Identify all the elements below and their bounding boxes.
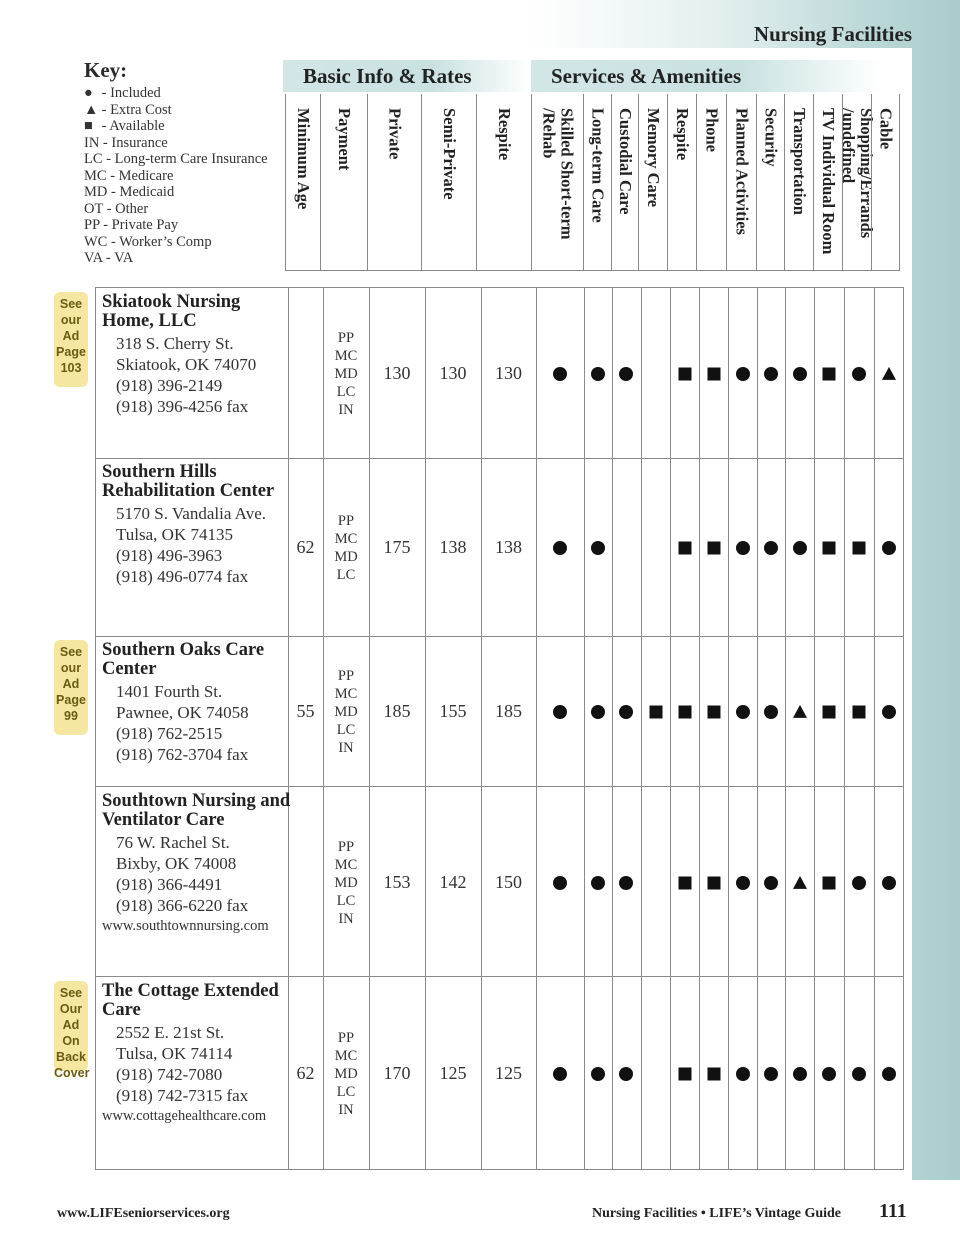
- payment-types: [323, 1029, 369, 1119]
- column-header: [784, 94, 813, 270]
- payment-type: MD: [334, 875, 358, 891]
- column-divider: [425, 288, 426, 1169]
- available-square-icon: [679, 368, 692, 381]
- key-item: [84, 135, 284, 152]
- column-header-label: Long-term Care: [588, 108, 608, 223]
- key-item-label: MD - Medicaid: [84, 184, 175, 200]
- available-square-icon: [823, 368, 836, 381]
- payment-type: LC: [336, 893, 356, 909]
- included-dot-icon: [619, 876, 633, 890]
- column-header-label: Respite: [673, 108, 692, 161]
- included-dot-icon: [882, 705, 896, 719]
- payment-type: MC: [334, 531, 358, 547]
- services-banner: Services & Amenities: [531, 60, 881, 92]
- column-header: [871, 94, 900, 270]
- column-header-label: Custodial Care: [616, 108, 635, 215]
- included-dot-icon: [764, 541, 778, 555]
- column-header-label: Private: [385, 108, 405, 160]
- footer-url[interactable]: www.LIFEseniorservices.org: [57, 1206, 230, 1221]
- facility-phone: (918) 396-2149: [116, 376, 223, 395]
- column-divider: [728, 288, 729, 1169]
- payment-type: MD: [334, 549, 358, 565]
- column-header-label: Transportation: [790, 108, 809, 215]
- column-header-label: Shopping/Errands /undefined: [839, 108, 876, 239]
- key-item-label: IN - Insurance: [84, 134, 168, 151]
- rate-respite: 138: [495, 537, 522, 557]
- minimum-age: 62: [296, 537, 315, 557]
- column-divider: [699, 288, 700, 1169]
- payment-type: MD: [334, 704, 358, 720]
- included-dot-icon: [591, 876, 605, 890]
- key-item: [84, 85, 284, 102]
- payment-type: IN: [338, 402, 354, 418]
- available-square-icon: [679, 877, 692, 890]
- included-dot-icon: [736, 876, 750, 890]
- included-dot-icon: ●: [84, 85, 93, 101]
- key-item: [84, 118, 284, 135]
- facility-address-line: 318 S. Cherry St.: [116, 334, 234, 353]
- facility-phone: (918) 742-7315 fax: [116, 1086, 249, 1105]
- payment-type: PP: [337, 668, 355, 684]
- rate-respite: 185: [495, 701, 522, 721]
- payment-type: LC: [336, 567, 356, 583]
- row-divider: [96, 636, 903, 637]
- key-items: [84, 85, 284, 267]
- column-header: [583, 94, 611, 270]
- row-divider: [96, 976, 903, 977]
- rate-semi-private: 125: [439, 1063, 467, 1083]
- rate-semi-private: 155: [439, 701, 467, 721]
- key-title: Key:: [84, 58, 128, 82]
- available-square-icon: [823, 542, 836, 555]
- facility-address-line: 5170 S. Vandalia Ave.: [116, 504, 266, 523]
- payment-types: [323, 512, 369, 584]
- included-dot-icon: [553, 541, 567, 555]
- included-dot-icon: [619, 705, 633, 719]
- see-ad-tag[interactable]: See our Ad Page 103: [54, 292, 88, 387]
- key-item: [84, 234, 284, 251]
- included-dot-icon: [793, 1067, 807, 1081]
- column-header-label: Security: [761, 108, 781, 167]
- rate-semi-private: 130: [439, 363, 467, 383]
- payment-type: MD: [334, 1066, 358, 1082]
- payment-type: MC: [334, 348, 358, 364]
- payment-type: LC: [336, 1084, 356, 1100]
- available-square-icon: [708, 1068, 721, 1081]
- rate-semi-private: 142: [439, 872, 467, 892]
- available-square-icon: [823, 706, 836, 719]
- facility-name: Southern Oaks Care Center: [102, 640, 265, 679]
- column-header: [421, 94, 476, 270]
- included-dot-icon: [553, 876, 567, 890]
- payment-type: MC: [334, 1048, 358, 1064]
- column-header-label: Payment: [335, 108, 354, 171]
- column-divider: [641, 288, 642, 1169]
- key-item-label: PP - Private Pay: [84, 217, 179, 233]
- facility-phone: (918) 396-4256 fax: [116, 397, 249, 416]
- facility-phone: (918) 366-4491: [116, 875, 223, 894]
- included-dot-icon: [822, 1067, 836, 1081]
- payment-type: IN: [338, 911, 354, 927]
- included-dot-icon: [793, 367, 807, 381]
- column-header-label: Minimum Age: [294, 108, 313, 210]
- column-divider: [757, 288, 758, 1169]
- included-dot-icon: [591, 541, 605, 555]
- facility-address-line: 1401 Fourth St.: [116, 682, 223, 701]
- included-dot-icon: [882, 1067, 896, 1081]
- column-divider: [670, 288, 671, 1169]
- payment-type: MD: [334, 366, 358, 382]
- available-square-icon: ■: [84, 118, 93, 134]
- column-header: [611, 94, 638, 270]
- facility-phone: (918) 742-7080: [116, 1065, 223, 1084]
- payment-type: MC: [334, 686, 358, 702]
- column-header: [320, 94, 367, 270]
- included-dot-icon: [553, 705, 567, 719]
- rate-respite: 125: [495, 1063, 522, 1083]
- key-item: [84, 184, 284, 201]
- included-dot-icon: [882, 876, 896, 890]
- included-dot-icon: [764, 705, 778, 719]
- column-divider: [785, 288, 786, 1169]
- key-item-label: VA - VA: [84, 250, 134, 266]
- column-header: [726, 94, 756, 270]
- extra-cost-triangle-icon: [793, 705, 807, 718]
- facility-address-line: Tulsa, OK 74114: [116, 1044, 233, 1063]
- included-dot-icon: [852, 367, 866, 381]
- rate-private: 130: [383, 363, 411, 383]
- facility-name: The Cottage Extended Care: [102, 981, 279, 1020]
- facility-address-line: Bixby, OK 74008: [116, 854, 237, 873]
- available-square-icon: [853, 542, 866, 555]
- included-dot-icon: [736, 1067, 750, 1081]
- see-ad-tag[interactable]: See our Ad Page 99: [54, 640, 88, 735]
- rate-private: 170: [383, 1063, 411, 1083]
- key-item-label: WC - Worker’s Comp: [84, 233, 212, 250]
- column-divider: [536, 288, 537, 1169]
- key-item: [84, 102, 284, 119]
- column-divider: [874, 288, 875, 1169]
- payment-type: LC: [336, 384, 356, 400]
- included-dot-icon: [764, 1067, 778, 1081]
- column-header: [813, 94, 842, 270]
- included-dot-icon: [736, 541, 750, 555]
- key-item: [84, 168, 284, 185]
- column-header: [667, 94, 696, 270]
- column-divider: [814, 288, 815, 1169]
- key-item: [84, 250, 284, 267]
- key-item: [84, 151, 284, 168]
- page-title: Nursing Facilities: [753, 22, 912, 46]
- facility-phone: (918) 762-2515: [116, 724, 223, 743]
- payment-type: PP: [337, 513, 355, 529]
- included-dot-icon: [591, 705, 605, 719]
- payment-types: [323, 838, 369, 928]
- included-dot-icon: [619, 1067, 633, 1081]
- available-square-icon: [708, 877, 721, 890]
- footer-guide-title: Nursing Facilities • LIFE’s Vintage Guide: [592, 1206, 842, 1221]
- facility-name: Southtown Nursing and Ventilator Care: [102, 791, 291, 830]
- included-dot-icon: [591, 367, 605, 381]
- header-divider: [285, 270, 900, 271]
- column-divider: [288, 288, 289, 1169]
- row-divider: [96, 458, 903, 459]
- payment-type: IN: [338, 740, 354, 756]
- column-header: [839, 94, 876, 270]
- minimum-age: 62: [296, 1063, 315, 1083]
- payment-type: IN: [338, 1102, 354, 1118]
- payment-type: PP: [337, 330, 355, 346]
- facility-address-line: Skiatook, OK 74070: [116, 355, 257, 374]
- rate-respite: 150: [495, 872, 522, 892]
- key-item: [84, 217, 284, 234]
- minimum-age: 55: [296, 701, 315, 721]
- key-item-label: LC - Long-term Care Insurance: [84, 151, 268, 167]
- available-square-icon: [679, 542, 692, 555]
- facility-address-line: Pawnee, OK 74058: [116, 703, 249, 722]
- payment-type: MC: [334, 857, 358, 873]
- facility-website[interactable]: www.cottagehealthcare.com: [102, 1108, 267, 1124]
- column-header-label: Planned Activities: [732, 108, 752, 235]
- available-square-icon: [708, 542, 721, 555]
- column-header-label: Cable: [876, 108, 896, 150]
- available-square-icon: [823, 877, 836, 890]
- see-ad-tag[interactable]: See Our Ad On Back Cover: [54, 981, 88, 1071]
- facility-address-line: 76 W. Rachel St.: [116, 833, 230, 852]
- page-number: 111: [879, 1200, 907, 1222]
- available-square-icon: [853, 706, 866, 719]
- rate-respite: 130: [495, 363, 522, 383]
- key-item-label: - Extra Cost: [98, 101, 172, 118]
- facility-phone: (918) 496-0774 fax: [116, 567, 249, 586]
- rate-private: 175: [383, 537, 411, 557]
- column-header-label: TV Individual Room: [819, 108, 838, 255]
- extra-cost-triangle-icon: ▲: [84, 101, 99, 118]
- facility-address-line: 2552 E. 21st St.: [116, 1023, 225, 1042]
- column-header-label: Memory Care: [644, 108, 663, 208]
- facility-phone: (918) 496-3963: [116, 546, 223, 565]
- included-dot-icon: [764, 876, 778, 890]
- included-dot-icon: [852, 1067, 866, 1081]
- included-dot-icon: [591, 1067, 605, 1081]
- column-divider: [612, 288, 613, 1169]
- rate-private: 185: [383, 701, 411, 721]
- column-header: [756, 94, 784, 270]
- facility-phone: (918) 366-6220 fax: [116, 896, 249, 915]
- column-header: [476, 94, 531, 270]
- included-dot-icon: [619, 367, 633, 381]
- available-square-icon: [708, 368, 721, 381]
- column-header-label: Respite: [495, 108, 514, 161]
- key-item-label: MC - Medicare: [84, 167, 174, 184]
- column-header-label: Skilled Short-term /Rehab: [539, 108, 577, 240]
- available-square-icon: [679, 706, 692, 719]
- payment-type: PP: [337, 839, 355, 855]
- column-header-label: Semi-Private: [440, 108, 459, 200]
- included-dot-icon: [736, 367, 750, 381]
- payment-type: LC: [336, 722, 356, 738]
- included-dot-icon: [764, 367, 778, 381]
- key-item: [84, 201, 284, 218]
- column-header: [367, 94, 421, 270]
- column-divider: [844, 288, 845, 1169]
- included-dot-icon: [882, 541, 896, 555]
- extra-cost-triangle-icon: [793, 876, 807, 889]
- facility-address-line: Tulsa, OK 74135: [116, 525, 233, 544]
- included-dot-icon: [736, 705, 750, 719]
- column-divider: [369, 288, 370, 1169]
- included-dot-icon: [553, 1067, 567, 1081]
- column-header: [638, 94, 667, 270]
- column-divider: [481, 288, 482, 1169]
- facility-name: Southern Hills Rehabilitation Center: [102, 462, 275, 501]
- column-headers: [285, 94, 900, 270]
- facilities-table: [95, 287, 904, 1170]
- payment-types: [323, 329, 369, 419]
- available-square-icon: [679, 1068, 692, 1081]
- column-header: [285, 94, 320, 270]
- extra-cost-triangle-icon: [882, 367, 896, 380]
- legend-key: [84, 58, 284, 267]
- included-dot-icon: [553, 367, 567, 381]
- row-divider: [96, 786, 903, 787]
- key-item-label: - Included: [98, 85, 161, 101]
- key-item-label: - Available: [98, 118, 165, 134]
- basic-info-banner: Basic Info & Rates: [283, 60, 531, 92]
- rate-private: 153: [383, 872, 411, 892]
- facility-name: Skiatook Nursing Home, LLC: [102, 292, 241, 331]
- column-header: [531, 94, 583, 270]
- included-dot-icon: [852, 876, 866, 890]
- column-header: [696, 94, 726, 270]
- key-item-label: OT - Other: [84, 200, 149, 217]
- facility-phone: (918) 762-3704 fax: [116, 745, 249, 764]
- column-header-label: Phone: [702, 108, 722, 153]
- facility-website[interactable]: www.southtownnursing.com: [102, 918, 269, 934]
- payment-types: [323, 667, 369, 757]
- payment-type: PP: [337, 1030, 355, 1046]
- column-divider: [584, 288, 585, 1169]
- included-dot-icon: [793, 541, 807, 555]
- available-square-icon: [650, 706, 663, 719]
- available-square-icon: [708, 706, 721, 719]
- rate-semi-private: 138: [439, 537, 467, 557]
